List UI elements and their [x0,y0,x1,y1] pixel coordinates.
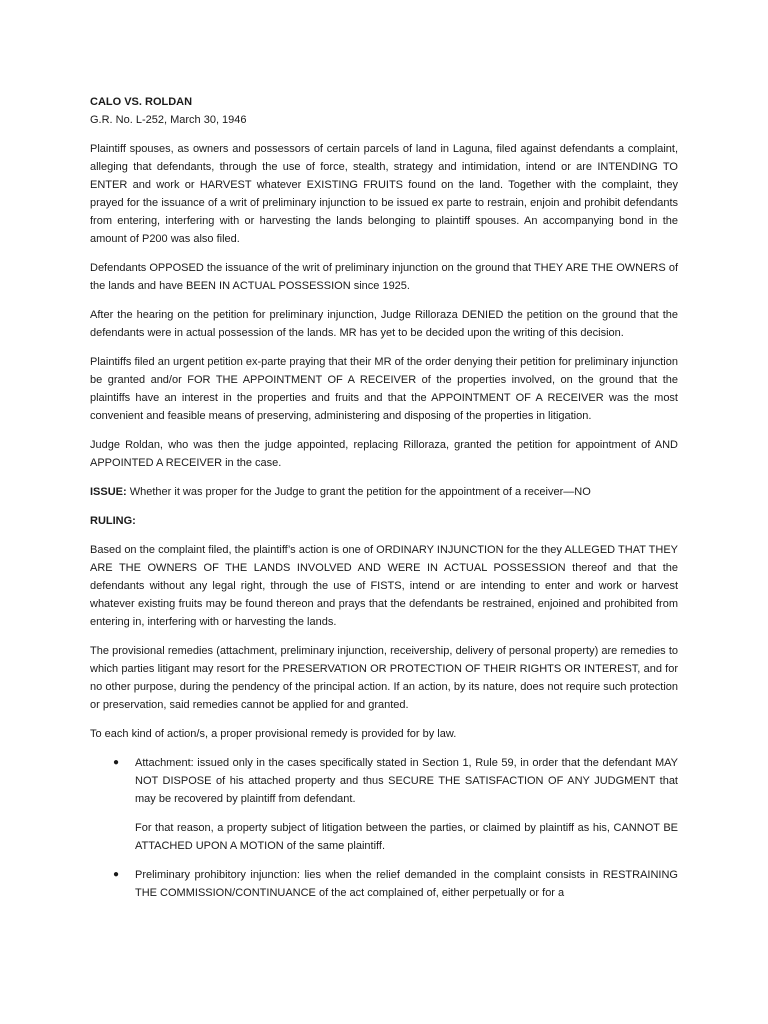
ruling-heading: RULING: [90,515,136,527]
bullet-icon: ● [113,757,120,768]
remedies-list [90,754,678,902]
list-item-text: Preliminary prohibitory injunction: lies when the relief demanded in the complaint consists in RESTRAINING THE COMMISSION/CONTINUANCE of the act complained of, either perpetually or for a [135,869,678,899]
facts-paragraph-4: Plaintiffs filed an urgent petition ex-parte praying that their MR of the order denying their petition for preliminary injunction be granted and/or FOR THE APPOINTMENT OF A RECEIVER of the properties involved, on the ground that the plaintiffs have an interest in the properties and fruits and that the APPOINTMENT OF A RECEIVER was the most convenient and feasible means of preserving, administering and disposing of the properties in litigation. [90,356,678,422]
issue-paragraph [90,483,678,501]
issue-label: ISSUE: [90,486,127,498]
ruling-paragraph-1: Based on the complaint filed, the plaintiff’s action is one of ORDINARY INJUNCTION for the they ALLEGED THAT THEY ARE THE OWNERS OF THE LANDS INVOLVED AND WERE IN ACTUAL POSSESSION thereof and that the defendants without any legal right, through the use of FISTS, intend or are intending to enter and work or harvest whatever existing fruits may be found thereon and prays that the defendants be restrained, enjoined and prohibited from entering in, interfering with or harvesting the lands. [90,544,678,628]
facts-paragraph-5: Judge Roldan, who was then the judge appointed, replacing Rilloraza, granted the petition for appointment of AND APPOINTED A RECEIVER in the case. [90,439,678,469]
issue-text: Whether it was proper for the Judge to grant the petition for the appointment of a receiver—NO [126,486,591,498]
facts-paragraph-1: Plaintiff spouses, as owners and possessors of certain parcels of land in Laguna, filed against defendants a complaint, alleging that defendants, through the use of force, stealth, strategy and intimidation, intend or are INTENDING TO ENTER and work or HARVEST whatever EXISTING FRUITS found on the land. Together with the complaint, they prayed for the issuance of a writ of preliminary injunction to be issued ex parte to restrain, enjoin and prohibit defendants from entering, interfering with or harvesting the lands belonging to plaintiff spouses. An accompanying bond in the amount of P200 was also filed. [90,143,678,245]
list-item-text: Attachment: issued only in the cases specifically stated in Section 1, Rule 59, in order that the defendant MAY NOT DISPOSE of his attached property and thus SECURE THE SATISFACTION OF ANY JUDGMENT that may be recovered by plaintiff from defendant. [135,757,678,805]
ruling-paragraph-3: To each kind of action/s, a proper provisional remedy is provided for by law. [90,728,457,740]
case-citation: G.R. No. L-252, March 30, 1946 [90,114,247,126]
list-item [90,754,678,855]
case-title: CALO VS. ROLDAN [90,96,193,108]
facts-paragraph-2: Defendants OPPOSED the issuance of the writ of preliminary injunction on the ground that THEY ARE THE OWNERS of the lands and have BEEN IN ACTUAL POSSESSION since 1925. [90,262,678,292]
facts-paragraph-3: After the hearing on the petition for preliminary injunction, Judge Rilloraza DENIED the petition on the ground that the defendants were in actual possession of the lands. MR has yet to be decided upon the writing of this decision. [90,309,678,339]
bullet-icon: ● [113,869,120,880]
list-item [90,866,678,902]
list-item-note: For that reason, a property subject of litigation between the parties, or claimed by plaintiff as his, CANNOT BE ATTACHED UPON A MOTION of the same plaintiff. [135,822,678,852]
ruling-paragraph-2: The provisional remedies (attachment, preliminary injunction, receivership, delivery of personal property) are remedies to which parties litigant may resort for the PRESERVATION OR PROTECTION OF THEIR RIGHTS OR INTEREST, and for no other purpose, during the pendency of the principal action. If an action, by its nature, does not require such protection or preservation, said remedies cannot be applied for and granted. [90,645,678,711]
